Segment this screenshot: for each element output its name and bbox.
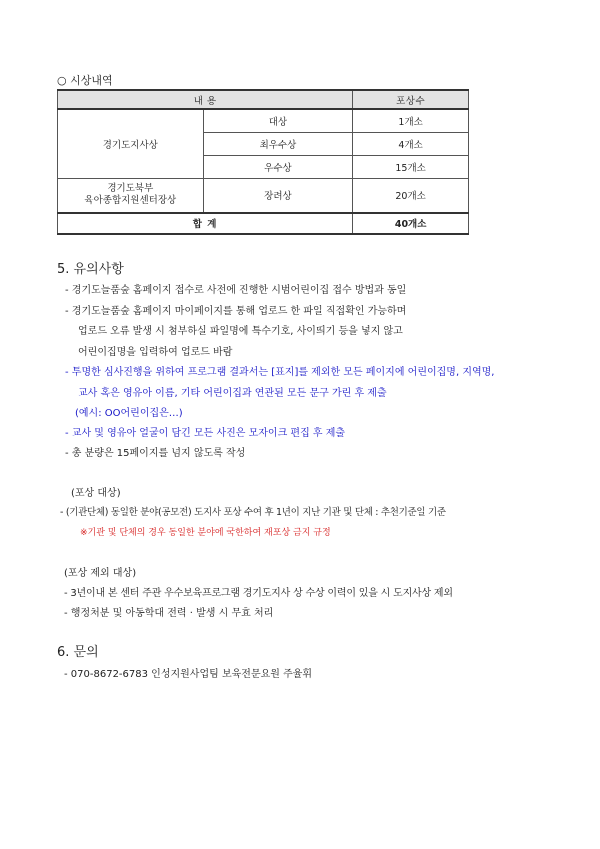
award-count: 15개소 — [353, 156, 469, 179]
group-center-award-line2: 육아종합지원센터장상 — [84, 195, 177, 207]
total-label: 합 계 — [58, 213, 353, 234]
total-count: 40개소 — [353, 213, 469, 234]
group-center-award — [58, 179, 204, 213]
award-name: 대상 — [203, 109, 353, 133]
award-name: 우수상 — [203, 156, 353, 179]
award-name: 최우수상 — [203, 133, 353, 156]
table-row — [58, 109, 469, 133]
note-item-1-text: - 경기도늘품숲 홈페이지 접수로 사전에 진행한 시범어린이집 접수 방법과 동일 — [65, 285, 407, 296]
award-count: 20개소 — [353, 179, 469, 213]
header-content: 내 용 — [58, 90, 353, 109]
note-item-5: - 총 분량은 15페이지를 넘지 않도록 작성 — [65, 448, 246, 459]
note-item-3-example: (예시: OO어린이집은…) — [75, 408, 183, 419]
table-row — [58, 179, 469, 213]
note-item-2-line1: - 경기도늘품숲 홈페이지 마이페이지를 통해 업로드 한 파일 직접확인 가능하며 — [65, 306, 407, 317]
award-count: 1개소 — [353, 109, 469, 133]
award-exclusion-line2: - 행정처분 및 아동학대 전력 · 발생 시 무효 처리 — [64, 608, 274, 619]
note-item-2-line3: 어린이집명을 입력하여 업로드 바람 — [78, 347, 233, 358]
note-item-4: - 교사 및 영유아 얼굴이 담긴 모든 사진은 모자이크 편집 후 제출 — [65, 428, 346, 439]
note-item-1 — [65, 281, 406, 296]
note-item-3-line2: 교사 혹은 영유아 이름, 기타 어린이집과 연관된 모든 문구 가린 후 제출 — [78, 388, 387, 399]
award-exclusion-line1: - 3년이내 본 센터 주관 우수보육프로그램 경기도지사 상 수상 이력이 있을 시 도지사상 제외 — [64, 588, 453, 599]
group-governor-award: 경기도지사상 — [58, 109, 204, 179]
header-count: 포상수 — [353, 90, 469, 109]
group-center-award-line1: 경기도북부 — [107, 183, 154, 195]
table-total-row — [58, 213, 469, 234]
award-target-title: (포상 대상) — [71, 488, 121, 499]
award-target-line: - (기관단체) 동일한 분야(공모전) 도지사 포상 수여 후 1년이 지난 기관 및 단체 : 추천기준일 기준 — [60, 507, 446, 518]
awards-table — [57, 89, 469, 235]
section-title-awards: ○ 시상내역 — [57, 74, 113, 87]
award-name: 장려상 — [203, 179, 353, 213]
award-target-note: ※기관 및 단체의 경우 동일한 분야에 국한하여 재포상 금지 규정 — [80, 528, 331, 538]
section-title-notes: 5. 유의사항 — [57, 262, 124, 277]
section-title-inquiry: 6. 문의 — [57, 645, 99, 660]
note-item-3-line1: - 투명한 심사진행을 위하여 프로그램 결과서는 [표지]를 제외한 모든 페이지에 어린이집명, 지역명, — [65, 367, 495, 378]
inquiry-contact-line: - 070-8672-6783 인성지원사업팀 보육전문요원 주율휘 — [64, 669, 313, 680]
award-exclusion-title: (포상 제외 대상) — [64, 568, 137, 579]
note-item-2-line2: 업로드 오류 발생 시 첨부하실 파일명에 특수기호, 사이띄기 등을 넣지 않고 — [78, 326, 403, 337]
award-count: 4개소 — [353, 133, 469, 156]
table-header-row — [58, 90, 469, 109]
